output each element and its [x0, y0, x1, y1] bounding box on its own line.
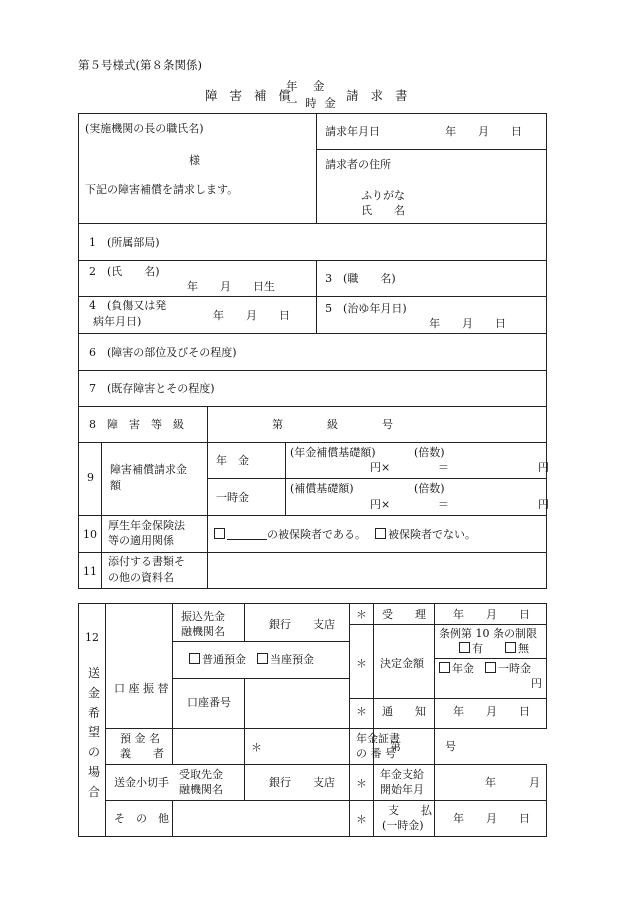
transfer-label: 口 座 振 替: [114, 682, 169, 695]
office-mark: ＊: [350, 604, 374, 625]
pension-label-cell: [102, 516, 208, 553]
limit-yes-checkbox[interactable]: [459, 642, 470, 653]
annual-yen-times: 円×: [370, 461, 391, 474]
address-cell[interactable]: [317, 150, 547, 224]
remit-section-title: [87, 664, 101, 803]
request-date-cell[interactable]: [317, 114, 547, 150]
pension-options-cell[interactable]: [208, 516, 547, 553]
injury-date-label-2: 病年月日): [93, 315, 142, 328]
pension-no-cell: [79, 516, 102, 553]
bank-dest-label-cell: [173, 604, 245, 642]
request-date-units: 年 月 日: [445, 125, 523, 138]
limit-no-label: 無: [518, 642, 529, 655]
pay-label-2: (一時金): [382, 819, 424, 832]
holder-label-2: 義 者: [120, 747, 164, 760]
honorific: 様: [189, 154, 200, 167]
account-type-cell[interactable]: [173, 642, 350, 679]
title-option-lump[interactable]: 一 時 金: [286, 96, 338, 110]
check-label: 送金小切手: [114, 776, 169, 789]
limit-label: 条例第 10 条の制限: [439, 627, 537, 640]
check-label-cell: [106, 765, 245, 801]
decided-annual-label: 年金: [452, 662, 485, 675]
other-label-cell: [106, 801, 173, 837]
ordinary-deposit-checkbox[interactable]: [189, 653, 200, 664]
bank-dest-branch: 銀行 支店: [269, 618, 335, 631]
claim-label-cell: [102, 443, 208, 516]
cert-value-cell[interactable]: [374, 729, 456, 765]
annual-yen: 円: [538, 461, 549, 474]
remit-char: 合: [87, 784, 100, 799]
office-mark: ＊: [350, 699, 374, 729]
receipt-date-units: 年 月 日: [453, 608, 530, 621]
lump-equals: ＝: [438, 498, 449, 511]
start-label-1: 年金支給: [380, 768, 424, 781]
pay-date-units: 年 月 日: [453, 812, 530, 825]
remittance-table: [78, 603, 547, 837]
decided-lump-label: 一時金: [498, 662, 531, 675]
name-field-label: 2 (氏 名): [89, 265, 160, 278]
recv-bank-branch: 銀行 支店: [269, 776, 335, 789]
grade-value: 第 級 号: [272, 418, 393, 431]
limit-yes-label: 有: [472, 642, 505, 655]
pay-label-1: 支 払: [388, 804, 432, 817]
request-sentence: 下記の障害補償を請求します。: [85, 183, 239, 196]
lump-label: 一時金: [216, 491, 249, 504]
claim-label-2: 額: [110, 479, 121, 492]
insured-label: の被保険者である。: [267, 528, 361, 541]
title-option-annual[interactable]: 年 金: [286, 79, 327, 93]
office-mark: ＊: [245, 729, 350, 765]
existing-disability-cell[interactable]: [79, 371, 547, 407]
cure-date-cell[interactable]: [317, 297, 547, 334]
remit-char: 送: [87, 666, 100, 680]
decided-label-cell: [374, 625, 435, 699]
bank-dest-value[interactable]: [245, 604, 350, 642]
notice-date-units: 年 月 日: [453, 705, 530, 718]
existing-disability-label: 7 (既存障害とその程度): [89, 382, 215, 395]
attach-no: 11: [83, 565, 97, 578]
grade-value-cell[interactable]: [208, 407, 547, 443]
pension-label-2: 等の適用関係: [108, 534, 174, 547]
receipt-date-cell[interactable]: [435, 604, 547, 625]
cert-value: 第 号: [390, 740, 456, 753]
annual-base-label: (年金補償基礎額): [290, 446, 376, 459]
holder-value[interactable]: [173, 729, 245, 765]
other-value[interactable]: [173, 801, 350, 837]
disability-label: 6 (障害の部位及びその程度): [89, 346, 237, 359]
attach-label-cell: [102, 553, 208, 589]
holder-label-1: 預 金 名: [120, 732, 160, 745]
attach-label-1: 添付する書類そ: [108, 555, 185, 568]
name-label: 氏 名: [361, 204, 406, 217]
start-ym-units: 年 月: [485, 776, 540, 789]
current-deposit-label: 当座預金: [270, 653, 314, 666]
decided-amount-cell[interactable]: [435, 659, 547, 699]
disability-cell[interactable]: [79, 334, 547, 371]
lump-yen: 円: [538, 498, 549, 511]
account-no-value[interactable]: [245, 679, 350, 729]
form-title-tail: 請 求 書: [346, 88, 412, 103]
other-label: そ の 他: [114, 812, 169, 825]
annual-amount-cell[interactable]: [286, 443, 547, 479]
lump-label-cell: [208, 479, 286, 516]
start-label-cell: [374, 765, 435, 801]
notice-label-cell: [374, 699, 435, 729]
annual-equals: ＝: [438, 461, 449, 474]
pension-label-1: 厚生年金保険法: [108, 519, 185, 532]
recv-label-1: 受取先金: [179, 768, 223, 781]
lump-amount-cell[interactable]: [286, 479, 547, 516]
injury-date-cell[interactable]: [79, 297, 317, 334]
not-insured-label: 被保険者でない。: [388, 528, 476, 541]
cure-date-label: 5 (治ゆ年月日): [325, 302, 407, 315]
cert-label-cell: [350, 729, 400, 765]
remit-char: 希: [87, 705, 100, 720]
bank-dest-label-1: 振込先金: [181, 610, 225, 623]
injury-date-units: 年 月 日: [213, 309, 290, 322]
dept-label: 1 (所属部局): [89, 236, 160, 249]
attach-value-cell[interactable]: [208, 553, 547, 589]
lump-multiplier-label: (倍数): [414, 482, 445, 495]
ordinary-deposit-label: 普通預金: [202, 653, 257, 666]
claim-no: 9: [87, 471, 94, 484]
decided-label: 決定金額: [380, 657, 424, 670]
job-cell[interactable]: [317, 261, 547, 297]
remit-char: の: [87, 745, 100, 760]
cure-date-units: 年 月 日: [429, 317, 507, 330]
transfer-cell: [106, 604, 173, 729]
job-label: 3 (職 名): [325, 272, 396, 285]
remit-section-no: 12: [85, 631, 99, 644]
office-mark: ＊: [350, 765, 374, 801]
furigana-label: ふりがな: [361, 189, 406, 202]
not-insured-checkbox[interactable]: [375, 528, 386, 539]
pay-label-cell: [374, 801, 435, 837]
form-title: 障 害 補 償: [205, 88, 295, 103]
dept-cell[interactable]: [79, 224, 547, 261]
recipient-block[interactable]: [79, 114, 317, 224]
annual-label-cell: [208, 443, 286, 479]
remit-char: 金: [87, 685, 100, 700]
holder-label-cell: [106, 729, 173, 765]
annual-multiplier-label: (倍数): [414, 446, 445, 459]
grade-label-cell: [79, 407, 208, 443]
birth-date-units: 年 月 日生: [187, 280, 275, 293]
account-no-label-cell: [173, 679, 245, 729]
bank-dest-label-2: 融機関名: [181, 625, 225, 638]
limit-no-checkbox[interactable]: [505, 642, 516, 653]
remit-section-cell: [79, 604, 106, 837]
start-value-cell[interactable]: [435, 765, 547, 801]
notice-label: 通 知: [382, 705, 426, 718]
account-no-label: 口座番号: [187, 696, 231, 709]
request-date-label: 請求年月日: [325, 125, 381, 138]
claim-table: [78, 113, 547, 589]
decided-annual-checkbox[interactable]: [439, 662, 450, 673]
address-label: 請求者の住所: [325, 158, 392, 171]
attach-no-cell: [79, 553, 102, 589]
grade-label: 8 障 害 等 級: [89, 418, 184, 431]
receipt-label: 受 理: [382, 608, 426, 621]
office-mark: ＊: [350, 801, 374, 837]
limit-cell[interactable]: [435, 625, 547, 659]
insured-checkbox[interactable]: [214, 528, 225, 539]
name-cell[interactable]: [79, 261, 317, 297]
start-label-2: 開始年月: [380, 783, 424, 796]
claim-no-cell: [79, 443, 102, 516]
notice-date-cell[interactable]: [435, 699, 547, 729]
cert-label-1: 年金証書: [356, 732, 400, 745]
form-number: 第５号様式(第８条関係): [78, 58, 202, 72]
receipt-label-cell: [374, 604, 435, 625]
decided-yen: 円: [531, 677, 542, 690]
lump-yen-times: 円×: [370, 498, 391, 511]
office-mark: ＊: [350, 625, 374, 699]
claim-label-1: 障害補償請求金: [110, 463, 187, 476]
injury-date-label-1: 4 (負傷又は発: [89, 299, 167, 312]
recv-bank-cell[interactable]: [179, 765, 350, 801]
insurance-name-field[interactable]: [227, 529, 267, 540]
recipient-label: (実施機関の長の職氏名): [85, 122, 204, 135]
pay-date-cell[interactable]: [435, 801, 547, 837]
lump-base-label: (補償基礎額): [290, 482, 354, 495]
cert-label-2: の 番 号: [356, 747, 396, 760]
remit-char: 場: [87, 764, 100, 779]
recv-label-2: 融機関名: [179, 783, 223, 796]
current-deposit-checkbox[interactable]: [257, 653, 268, 664]
annual-label: 年 金: [216, 454, 249, 467]
decided-lump-checkbox[interactable]: [485, 662, 496, 673]
attach-label-2: の他の資料名: [108, 571, 174, 584]
pension-no: 10: [83, 528, 97, 541]
remit-char: 望: [87, 725, 100, 740]
